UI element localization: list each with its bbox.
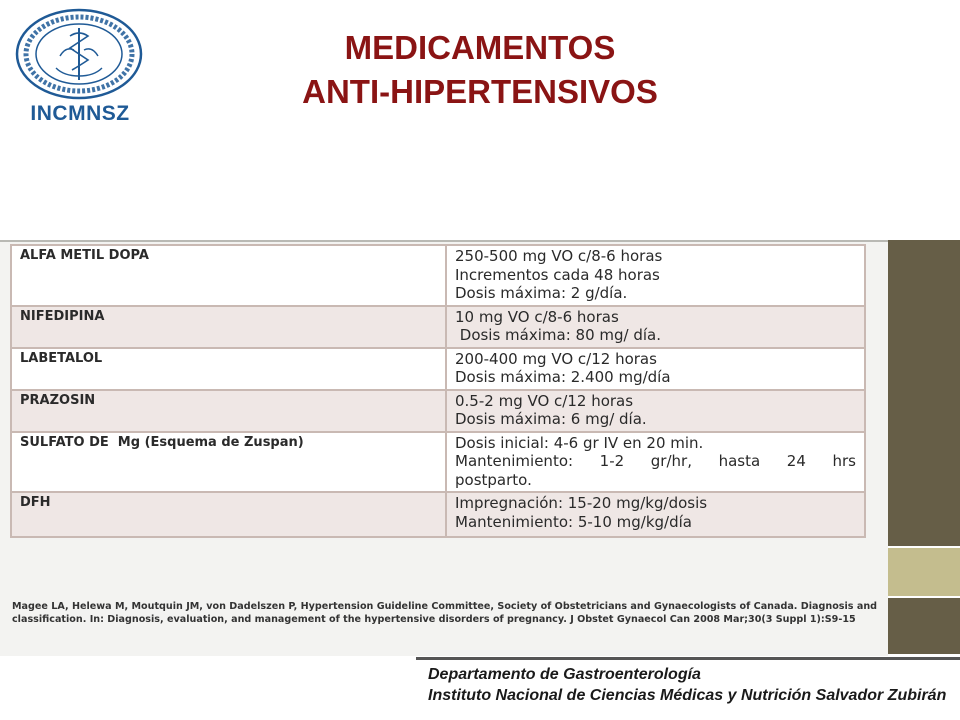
dose-cell bbox=[446, 306, 865, 348]
dose-cell bbox=[446, 245, 865, 306]
dose-line: Incrementos cada 48 horas bbox=[455, 265, 660, 284]
dose-line: Impregnación: 15-20 mg/kg/dosis bbox=[455, 494, 708, 512]
drug-name: DFH bbox=[11, 492, 446, 537]
drug-name: LABETALOL bbox=[11, 348, 446, 390]
table-row bbox=[11, 432, 865, 493]
footer-department: Departamento de Gastroenterología bbox=[428, 666, 701, 683]
footer-divider bbox=[416, 657, 960, 660]
footer bbox=[428, 664, 946, 706]
table-row bbox=[11, 306, 865, 348]
footer-institute: Instituto Nacional de Ciencias Médicas y Nutrición Salvador Zubirán bbox=[428, 687, 947, 704]
table-row bbox=[11, 492, 865, 537]
decoration-bar-dark-top bbox=[888, 240, 960, 546]
dose-line: Dosis máxima: 6 mg/ día. bbox=[455, 410, 647, 428]
institute-logo bbox=[4, 6, 154, 124]
slide-title bbox=[180, 26, 780, 114]
reference-citation: Magee LA, Helewa M, Moutquin JM, von Dadelszen P, Hypertension Guideline Committee, Society of Obstetricians and Gynaecologists of Canada. Diagnosis and classification. In: Diagnosis, evaluation, and management of the hypertensive disorders of pregnancy. J Obstet Gynaecol Can 2008 Mar;30(3 Suppl 1):S9-15 bbox=[12, 601, 878, 625]
dose-line: Dosis máxima: 2.400 mg/día bbox=[455, 368, 671, 386]
dose-line: Dosis inicial: 4-6 gr IV en 20 min. bbox=[455, 433, 704, 452]
table-row bbox=[11, 390, 865, 432]
logo-acronym: INCMNSZ bbox=[30, 102, 130, 125]
dose-line: 0.5-2 mg VO c/12 horas bbox=[455, 391, 634, 410]
table-image-panel bbox=[0, 240, 888, 656]
drug-table bbox=[10, 244, 866, 538]
dose-line: Mantenimiento: 5-10 mg/kg/día bbox=[455, 512, 692, 531]
dose-cell bbox=[446, 492, 865, 537]
decoration-bar-dark-bottom bbox=[888, 598, 960, 654]
dose-line: Dosis máxima: 2 g/día. bbox=[455, 284, 628, 302]
title-line-1: MEDICAMENTOS bbox=[344, 29, 616, 66]
institute-seal-icon bbox=[4, 6, 154, 102]
dose-line: Dosis máxima: 80 mg/ día. bbox=[455, 326, 661, 344]
title-line-2: ANTI-HIPERTENSIVOS bbox=[302, 73, 658, 110]
decoration-bar-light bbox=[888, 548, 960, 596]
drug-name: PRAZOSIN bbox=[11, 390, 446, 432]
dose-line: postparto. bbox=[455, 470, 532, 489]
dose-line: 200-400 mg VO c/12 horas bbox=[455, 349, 657, 368]
dose-line: Mantenimiento: 1-2 gr/hr, hasta 24 hrs bbox=[455, 452, 856, 470]
dose-cell bbox=[446, 432, 865, 493]
dose-line: 10 mg VO c/8-6 horas bbox=[455, 307, 619, 326]
dose-cell bbox=[446, 390, 865, 432]
table-row bbox=[11, 348, 865, 390]
dose-line: 250-500 mg VO c/8-6 horas bbox=[455, 247, 663, 265]
drug-name: SULFATO DE Mg (Esquema de Zuspan) bbox=[11, 432, 446, 493]
drug-name: NIFEDIPINA bbox=[11, 306, 446, 348]
dose-cell bbox=[446, 348, 865, 390]
table-row bbox=[11, 245, 865, 306]
drug-name: ALFA METIL DOPA bbox=[11, 245, 446, 306]
